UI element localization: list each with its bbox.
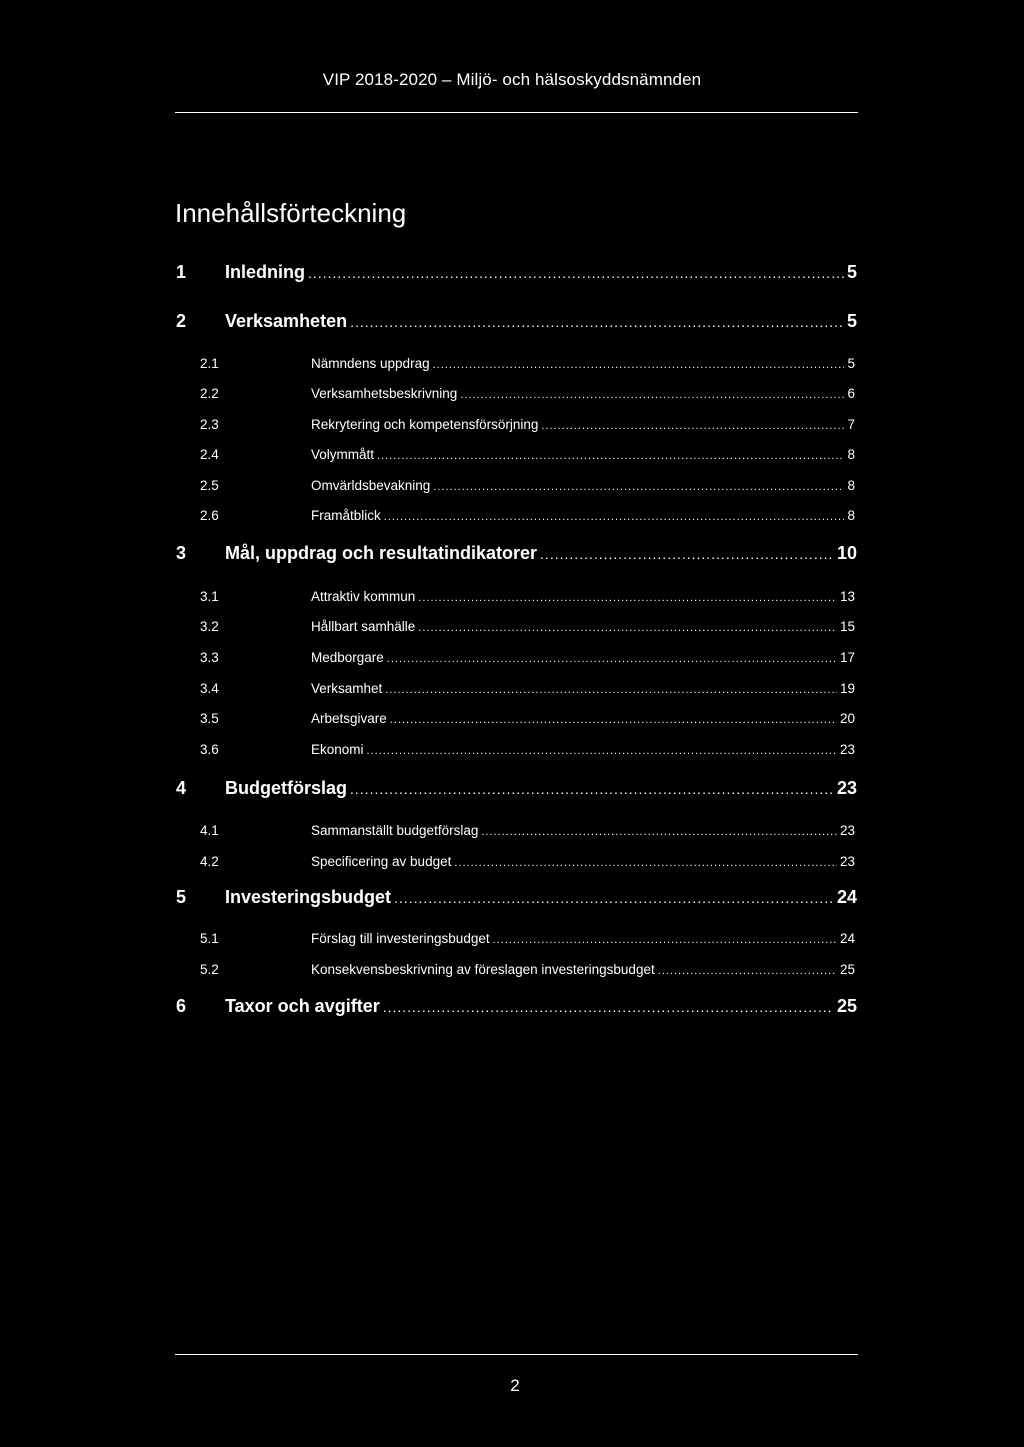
footer-rule <box>175 1354 858 1355</box>
toc-entry-line <box>311 681 855 696</box>
toc-leader-dots <box>367 745 837 757</box>
toc-entry-number: 5.1 <box>200 931 219 946</box>
toc-leader-dots <box>350 314 844 330</box>
toc-entry-line <box>311 356 855 371</box>
toc-entry-number: 2 <box>176 311 187 331</box>
toc-entry-label: Ekonomi <box>311 742 364 757</box>
toc-leader-dots <box>394 890 834 906</box>
toc-entry-number: 2.5 <box>200 478 219 493</box>
toc-entry-number: 6 <box>176 996 187 1016</box>
document-header: VIP 2018-2020 – Miljö- och hälsoskyddsnämnden <box>322 70 702 89</box>
toc-leader-dots <box>350 781 834 797</box>
toc-entry-line <box>311 589 855 604</box>
toc-entry-line <box>311 823 855 838</box>
toc-entry-line <box>225 311 857 332</box>
toc-leader-dots <box>385 684 837 696</box>
toc-entry-line <box>311 619 855 634</box>
toc-leader-dots <box>454 857 837 869</box>
toc-entry-line <box>225 778 857 799</box>
toc-entry-number: 2.2 <box>200 386 219 401</box>
toc-entry-number: 3.5 <box>200 711 219 726</box>
toc-entry-number: 3.3 <box>200 650 219 665</box>
toc-entry-line <box>225 887 857 908</box>
toc-leader-dots <box>384 511 845 523</box>
toc-entry-label: Volymmått <box>311 447 375 462</box>
toc-entry-line <box>311 931 855 946</box>
toc-entry-line <box>311 508 855 523</box>
toc-entry-page: 5 <box>846 262 857 282</box>
toc-entry-label: Omvärldsbevakning <box>311 478 431 493</box>
toc-entry-number: 3.2 <box>200 619 219 634</box>
toc-entry-number: 4 <box>176 778 187 798</box>
toc-entry-page: 24 <box>839 931 855 946</box>
toc-leader-dots <box>377 450 844 462</box>
toc-entry-number: 4.1 <box>200 823 219 838</box>
toc-entry-page: 19 <box>839 681 855 696</box>
toc-entry-line <box>225 543 857 564</box>
toc-leader-dots <box>433 481 844 493</box>
toc-entry-label: Hållbart samhälle <box>311 619 416 634</box>
toc-entry-number: 3.4 <box>200 681 219 696</box>
toc-entry-page: 23 <box>839 742 855 757</box>
toc-leader-dots <box>541 420 844 432</box>
toc-leader-dots <box>493 934 837 946</box>
toc-entry-line <box>225 262 857 283</box>
toc-entry-page: 23 <box>836 778 857 798</box>
toc-leader-dots <box>481 826 837 838</box>
toc-entry-number: 2.1 <box>200 356 219 371</box>
toc-entry-line <box>311 386 855 401</box>
toc-entry-line <box>311 711 855 726</box>
toc-entry-line <box>311 854 855 869</box>
toc-entry-number: 2.4 <box>200 447 219 462</box>
toc-entry-number: 4.2 <box>200 854 219 869</box>
toc-entry-line <box>311 478 855 493</box>
toc-entry-label: Inledning <box>225 262 305 282</box>
toc-entry-label: Verksamhet <box>311 681 383 696</box>
toc-entry-number: 1 <box>176 262 187 282</box>
toc-leader-dots <box>383 999 834 1015</box>
toc-entry-page: 5 <box>847 356 855 371</box>
toc-entry-page: 23 <box>839 823 855 838</box>
toc-entry-page: 13 <box>839 589 855 604</box>
toc-entry-label: Förslag till investeringsbudget <box>311 931 490 946</box>
toc-entry-label: Taxor och avgifter <box>225 996 380 1016</box>
toc-entry-number: 2.6 <box>200 508 219 523</box>
toc-entry-page: 8 <box>847 478 855 493</box>
toc-entry-number: 5.2 <box>200 962 219 977</box>
toc-leader-dots <box>418 622 837 634</box>
toc-entry-page: 7 <box>847 417 855 432</box>
toc-entry-number: 2.3 <box>200 417 219 432</box>
toc-entry-page: 17 <box>839 650 855 665</box>
toc-leader-dots <box>460 389 844 401</box>
toc-entry-page: 6 <box>847 386 855 401</box>
toc-entry-page: 23 <box>839 854 855 869</box>
toc-entry-label: Nämndens uppdrag <box>311 356 430 371</box>
toc-entry-page: 15 <box>839 619 855 634</box>
toc-entry-page: 5 <box>846 311 857 331</box>
toc-entry-number: 3.6 <box>200 742 219 757</box>
toc-entry-label: Arbetsgivare <box>311 711 387 726</box>
toc-leader-dots <box>418 592 837 604</box>
toc-entry-label: Attraktiv kommun <box>311 589 416 604</box>
toc-entry-label: Rekrytering och kompetensförsörjning <box>311 417 539 432</box>
toc-entry-line <box>225 996 857 1017</box>
toc-entry-label: Sammanställt budgetförslag <box>311 823 479 838</box>
toc-entry-page: 20 <box>839 711 855 726</box>
toc-entry-page: 8 <box>847 447 855 462</box>
toc-entry-number: 5 <box>176 887 187 907</box>
toc-entry-label: Mål, uppdrag och resultatindikatorer <box>225 543 538 563</box>
toc-entry-page: 10 <box>836 543 857 563</box>
toc-entry-line <box>311 417 855 432</box>
toc-entry-page: 24 <box>836 887 857 907</box>
toc-leader-dots <box>540 546 834 562</box>
toc-leader-dots <box>390 714 837 726</box>
toc-entry-label: Konsekvensbeskrivning av föreslagen investeringsbudget <box>311 962 655 977</box>
toc-entry-number: 3 <box>176 543 187 563</box>
toc-entry-page: 8 <box>847 508 855 523</box>
toc-entry-line <box>311 650 855 665</box>
toc-leader-dots <box>433 359 845 371</box>
toc-entry-label: Medborgare <box>311 650 384 665</box>
toc-entry-page: 25 <box>836 996 857 1016</box>
header-rule <box>175 112 858 113</box>
toc-entry-label: Framåtblick <box>311 508 381 523</box>
toc-entry-label: Budgetförslag <box>225 778 348 798</box>
toc-entry-line <box>311 447 855 462</box>
toc-entry-line <box>311 742 855 757</box>
toc-leader-dots <box>658 965 837 977</box>
toc-entry-label: Verksamheten <box>225 311 348 331</box>
toc-title: Innehållsförteckning <box>175 198 407 228</box>
toc-leader-dots <box>387 653 837 665</box>
toc-entry-label: Verksamhetsbeskrivning <box>311 386 458 401</box>
toc-leader-dots <box>308 265 844 281</box>
toc-entry-label: Specificering av budget <box>311 854 452 869</box>
toc-entry-page: 25 <box>839 962 855 977</box>
page-number: 2 <box>510 1376 520 1395</box>
toc-entry-line <box>311 962 855 977</box>
toc-entry-label: Investeringsbudget <box>225 887 392 907</box>
toc-entry-number: 3.1 <box>200 589 219 604</box>
